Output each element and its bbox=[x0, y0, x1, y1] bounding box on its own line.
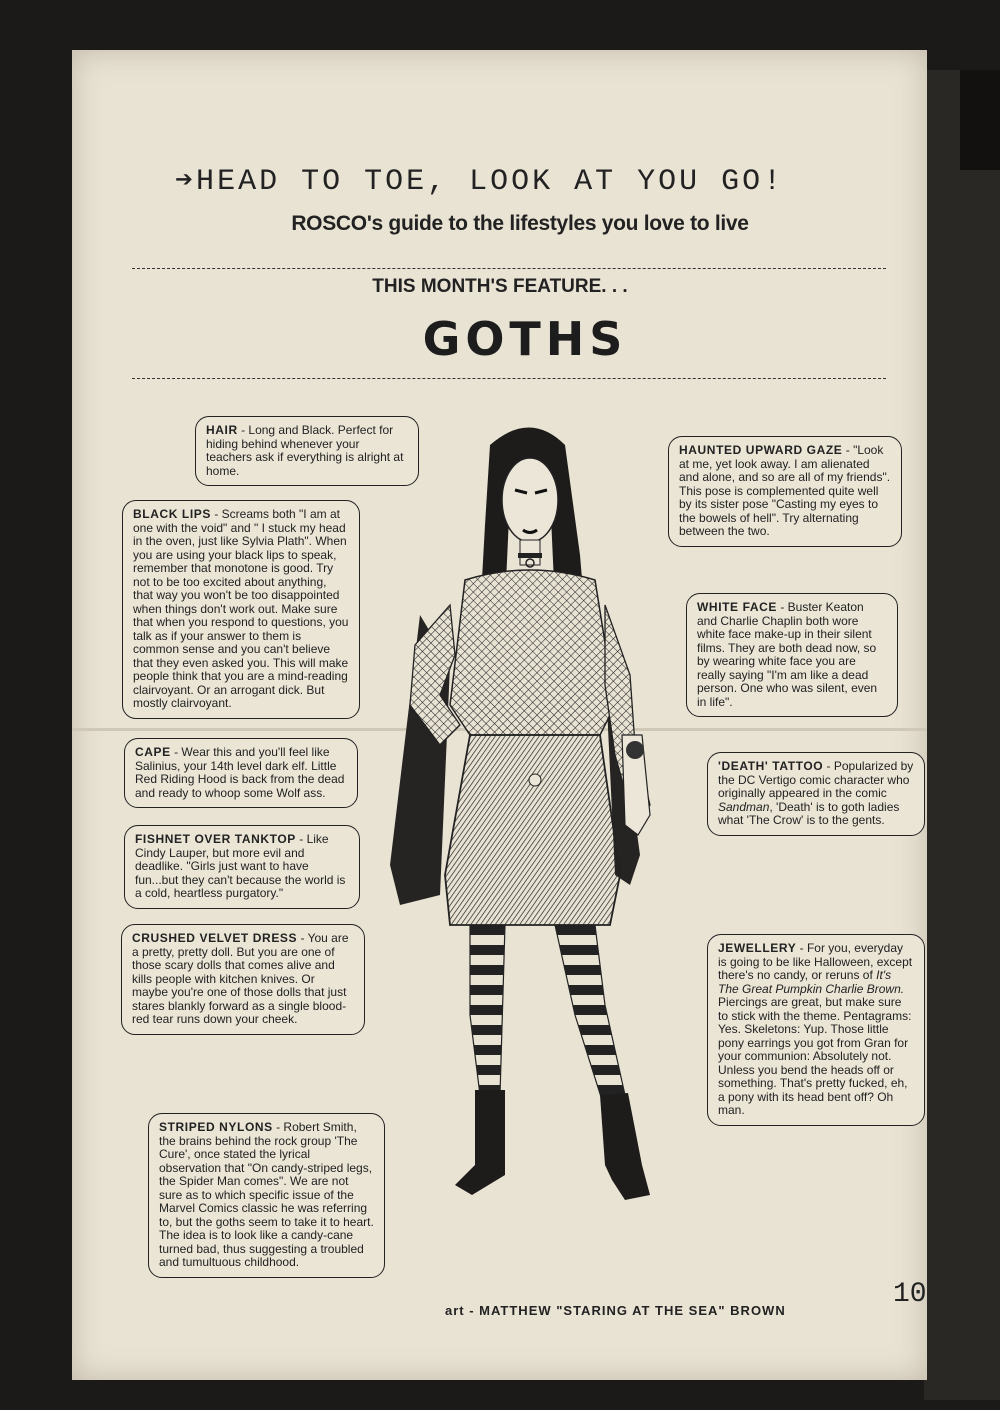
feature-title: GOTHS bbox=[422, 312, 628, 366]
callout-hair-title: HAIR bbox=[206, 423, 238, 437]
divider-top bbox=[132, 268, 886, 269]
callout-black-lips-text: - Screams both "I am at one with the void" and " I stuck my head in the oven, just like Sylvia Plath". When you are using your black lips to speak, remember that monotone is good. Try not to be too excited about anything, that way you won't be too disappointed when things don't work out. Make sure that when you respond to questions, you talk as if your answer to them is common sense and you can't believe that they even asked you. This will make people think that you are a mind-reading clairvoyant. Or an arrogant dick. But mostly clairvoyant. bbox=[133, 507, 349, 710]
callout-velvet-dress-text: - You are a pretty, pretty doll. But you are one of those scary dolls that comes alive and kills people with kitchen knives. Or maybe you're one of those dolls that just stares blankly forward as a single blood-red tear runs down your cheek. bbox=[132, 931, 349, 1026]
subheadline: ROSCO's guide to the lifestyles you love to live bbox=[291, 212, 749, 235]
callout-death-tattoo-text-a: - Popularized by the DC Vertigo comic character who originally appeared in the comic bbox=[718, 759, 914, 800]
callout-haunted-gaze-title: HAUNTED UPWARD GAZE bbox=[679, 443, 843, 457]
callout-hair bbox=[195, 416, 419, 486]
headline: ➔HEAD TO TOE, LOOK AT YOU GO! bbox=[175, 165, 785, 199]
art-credit: art - MATTHEW "STARING AT THE SEA" BROWN bbox=[445, 1303, 786, 1318]
callout-white-face-title: WHITE FACE bbox=[697, 600, 777, 614]
callout-haunted-gaze bbox=[668, 436, 902, 547]
callout-death-tattoo-title: 'DEATH' TATTOO bbox=[718, 759, 824, 773]
callout-black-lips-title: BLACK LIPS bbox=[133, 507, 211, 521]
callout-hair-text: - Long and Black. Perfect for hiding behind whenever your teachers ask if everything is alright at home. bbox=[206, 423, 404, 478]
callout-cape-text: - Wear this and you'll feel like Salinius, your 14th level dark elf. Little Red Riding Hood is back from the dead and ready to whoop some Wolf ass. bbox=[135, 745, 345, 800]
callout-striped-nylons-text: - Robert Smith, the brains behind the rock group 'The Cure', once stated the lyrical observation that "On candy-striped legs, the Spider Man comes". We are not sure as to which specific issue of the Marvel Comics classic he was referring to, but the goths seem to take it to heart. The idea is to look like a candy-cane turned bad, thus suggesting a troubled and tumultuous childhood. bbox=[159, 1120, 374, 1269]
binding-corner bbox=[960, 70, 1000, 170]
callout-jewellery-text-a: - For you, everyday is going to be like Halloween, except there's no candy, or reruns of bbox=[718, 941, 913, 982]
callout-cape-title: CAPE bbox=[135, 745, 171, 759]
callout-jewellery-text-b: Piercings are great, but make sure to stick with the theme. Pentagrams: Yes. Skeletons: Yup. Those little pony earrings you got from Gran for your communion: Absolutely not. Unless you bend the heads off or something. That's pretty fucked, eh, a pony with its head bent off? Oh man. bbox=[718, 995, 912, 1117]
page-number: 10 bbox=[893, 1279, 927, 1310]
callout-death-tattoo-text-b: , 'Death' is to goth ladies what 'The Crow' is to the gents. bbox=[718, 799, 900, 827]
feature-label: THIS MONTH'S FEATURE. . . bbox=[372, 276, 628, 297]
callout-fishnet-title: FISHNET OVER TANKTOP bbox=[135, 832, 296, 846]
callout-white-face bbox=[686, 593, 898, 717]
callout-white-face-text: - Buster Keaton and Charlie Chaplin both wore white face make-up in their silent films. They are both dead now, so by wearing white face you are really saying "I'm am like a dead person. One who was silent, even in life". bbox=[697, 600, 878, 709]
callout-striped-nylons-title: STRIPED NYLONS bbox=[159, 1120, 273, 1134]
binding-spine bbox=[924, 70, 1000, 1400]
callout-velvet-dress bbox=[121, 924, 365, 1035]
callout-black-lips bbox=[122, 500, 360, 719]
callout-jewellery-title: JEWELLERY bbox=[718, 941, 797, 955]
divider-bottom bbox=[132, 378, 886, 379]
callout-fishnet-text: - Like Cindy Lauper, but more evil and deadlike. "Girls just want to have fun...but they can't because the world is a cold, heartless purgatory." bbox=[135, 832, 346, 900]
callout-striped-nylons bbox=[148, 1113, 385, 1278]
callout-haunted-gaze-text: - "Look at me, yet look away. I am alienated and alone, and so are all of my friends". This pose is complemented quite well by its sister pose "Casting my eyes to the bowels of hell". Try alternating between the two. bbox=[679, 443, 891, 538]
callout-jewellery-italic: It's The Great Pumpkin Charlie Brown. bbox=[718, 968, 905, 996]
callout-fishnet bbox=[124, 825, 360, 909]
goth-figure-illustration bbox=[380, 405, 690, 1225]
callout-jewellery bbox=[707, 934, 925, 1126]
callout-cape bbox=[124, 738, 358, 808]
callout-death-tattoo bbox=[707, 752, 925, 836]
callout-death-tattoo-italic: Sandman bbox=[718, 799, 770, 814]
callout-velvet-dress-title: CRUSHED VELVET DRESS bbox=[132, 931, 298, 945]
